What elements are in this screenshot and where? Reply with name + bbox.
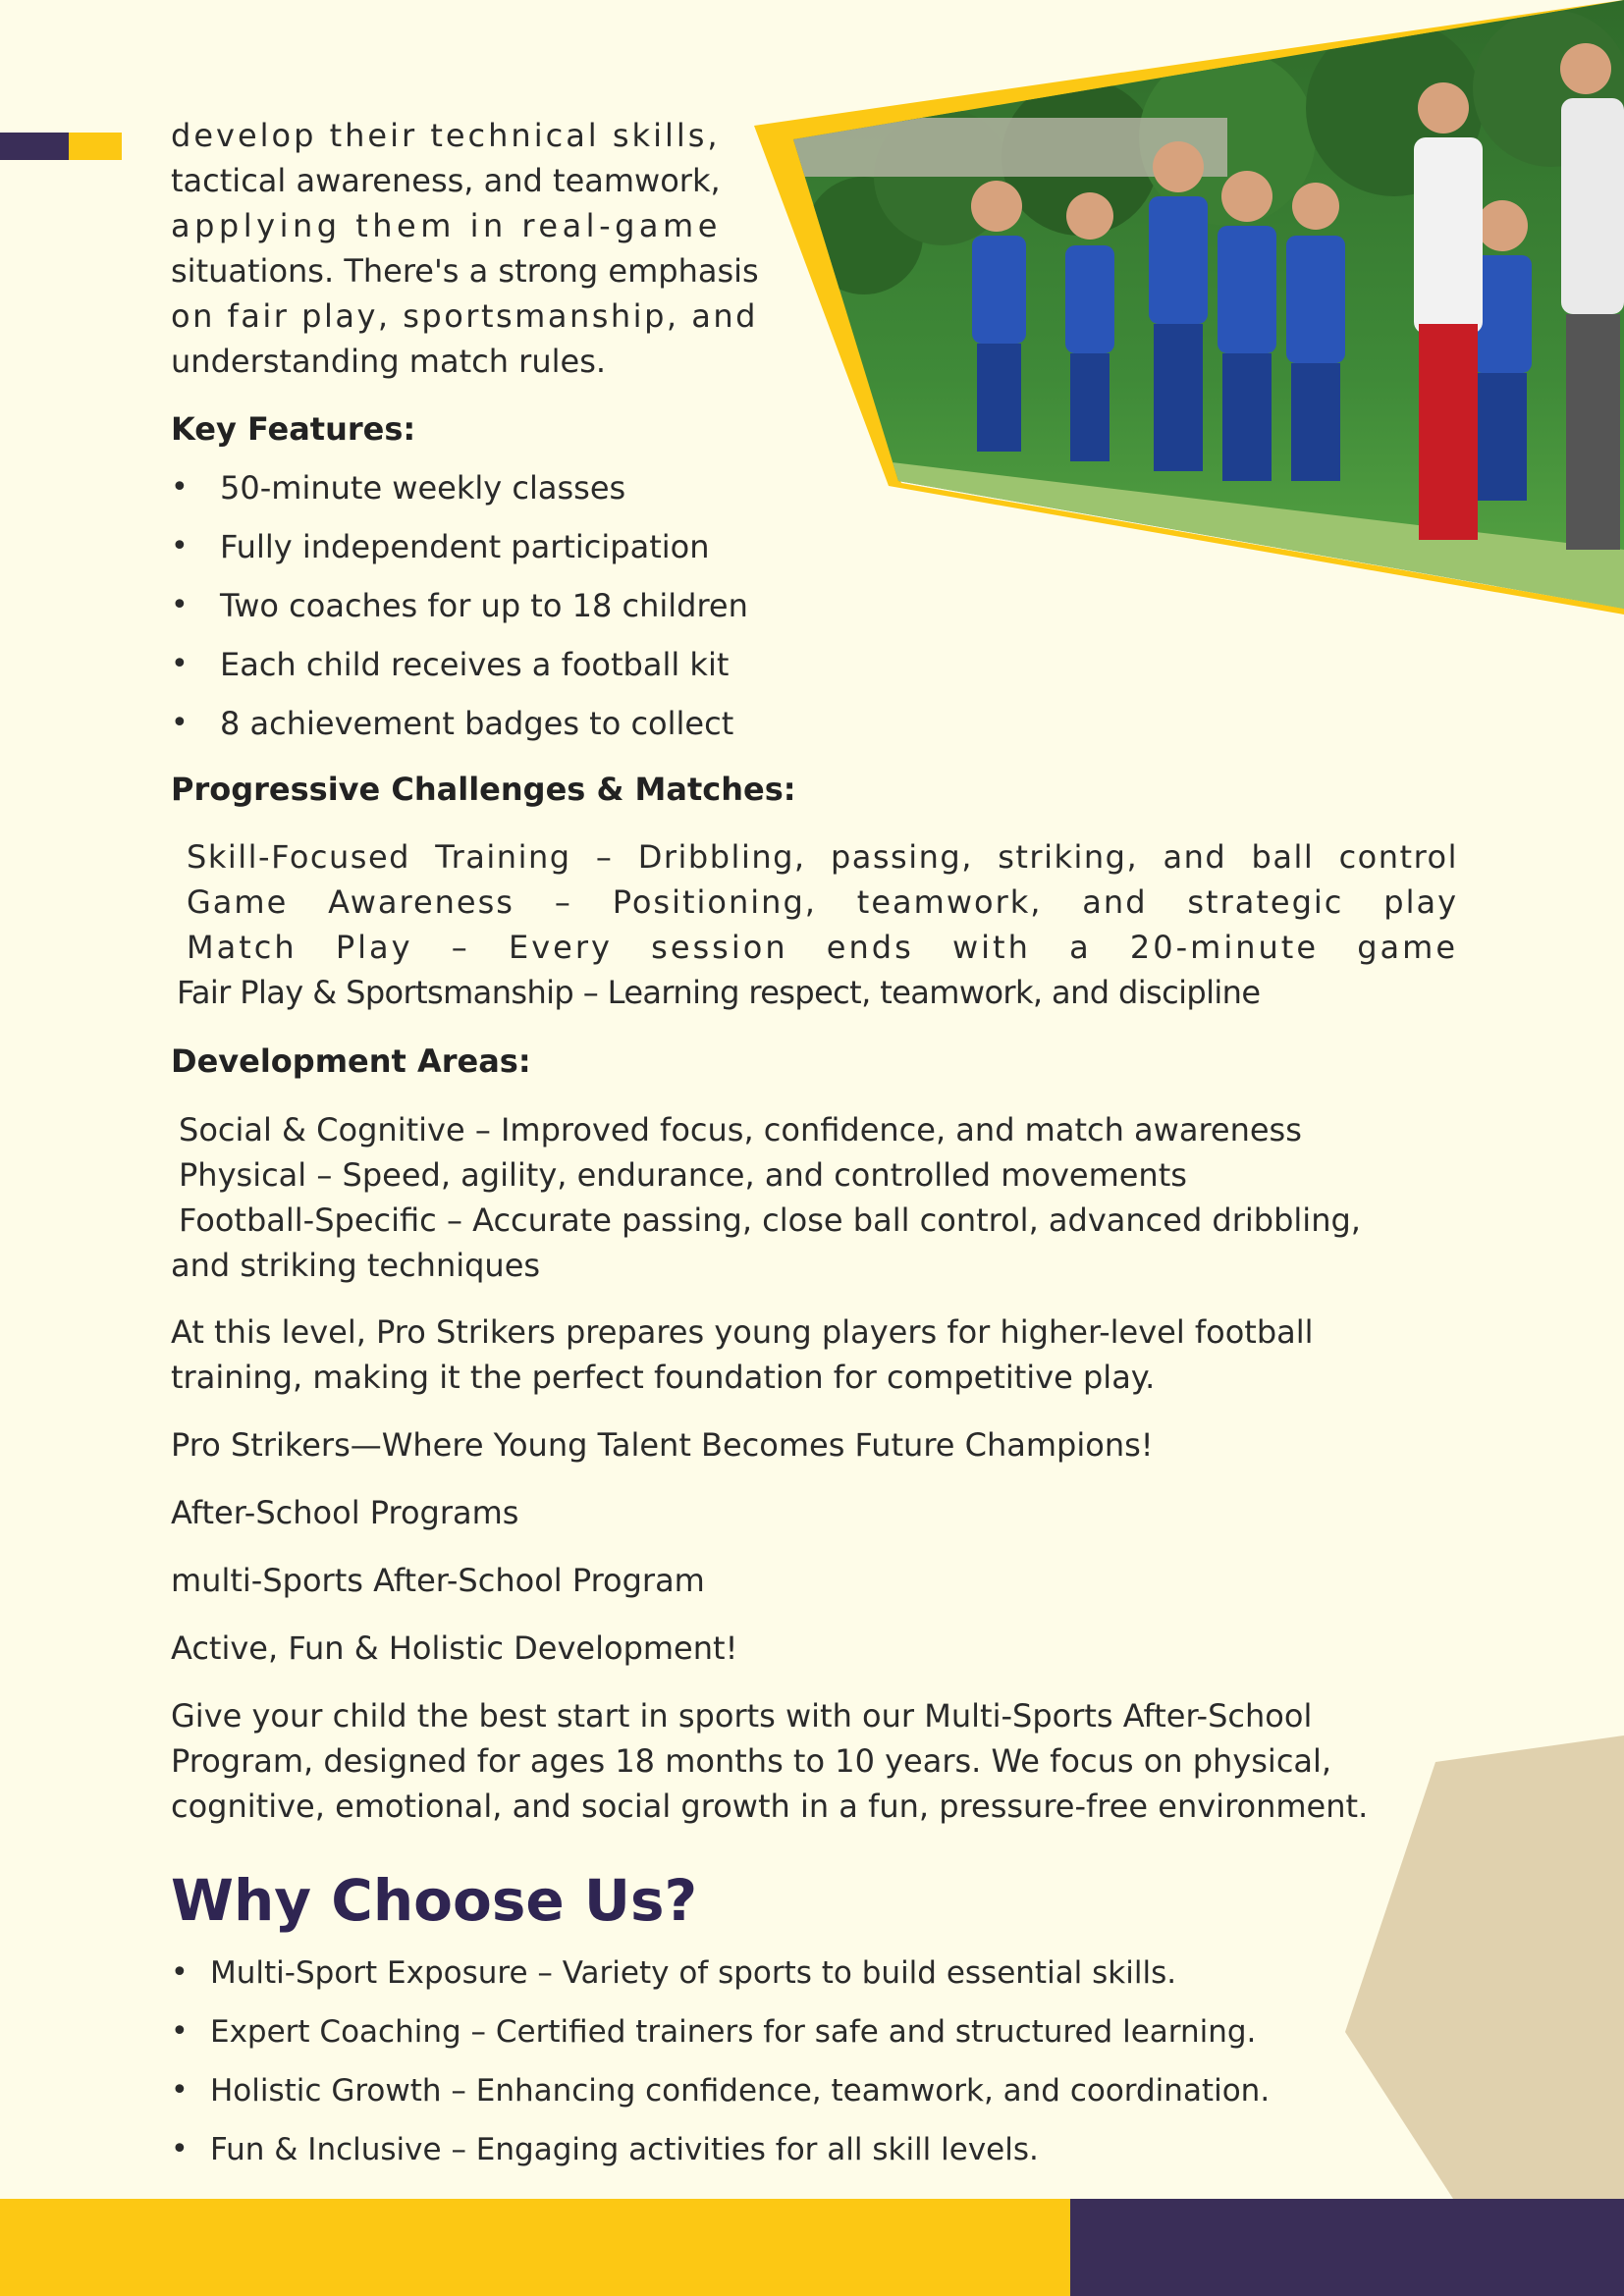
team-photo [785, 0, 1624, 628]
key-features-heading: Key Features: [171, 410, 416, 448]
development-line: Football-Specific – Accurate passing, close ball control, advanced dribbling, [179, 1201, 1361, 1239]
intro-line: applying them in real-game [171, 207, 722, 244]
development-block [171, 1107, 1361, 1288]
multi-sports-line: Give your child the best start in sports with our Multi-Sports After-School [171, 1697, 1313, 1735]
list-item: • Fun & Inclusive – Engaging activities for all skill levels. [171, 2120, 1270, 2179]
list-item: • Each child receives a football kit [171, 635, 748, 694]
why-choose-us-list [171, 1944, 1270, 2179]
development-line: and striking techniques [171, 1247, 541, 1284]
intro-line: develop their technical skills, [171, 117, 721, 154]
development-heading: Development Areas: [171, 1042, 531, 1080]
list-item: • Holistic Growth – Enhancing confidence, teamwork, and coordination. [171, 2061, 1270, 2120]
multi-sports-line: Program, designed for ages 18 months to 10 years. We focus on physical, [171, 1742, 1332, 1780]
footer-bar-yellow [0, 2199, 1070, 2296]
list-item: • 50-minute weekly classes [171, 458, 748, 517]
tagline: Pro Strikers—Where Young Talent Becomes Future Champions! [171, 1426, 1154, 1464]
list-item: • 8 achievement badges to collect [171, 694, 748, 753]
intro-paragraph [171, 113, 799, 384]
summary-line: At this level, Pro Strikers prepares young players for higher-level football [171, 1313, 1314, 1351]
footer-bar-navy [1070, 2199, 1624, 2296]
multi-sports-line: cognitive, emotional, and social growth in a fun, pressure-free environment. [171, 1788, 1369, 1825]
list-item: • Fully independent participation [171, 517, 748, 576]
challenges-block [177, 834, 1458, 1015]
challenge-line: Game Awareness – Positioning, teamwork, and strategic play [187, 883, 1458, 921]
challenges-heading: Progressive Challenges & Matches: [171, 771, 796, 808]
summary-line: training, making it the perfect foundation for competitive play. [171, 1359, 1156, 1396]
development-line: Physical – Speed, agility, endurance, and controlled movements [179, 1156, 1187, 1194]
intro-line: on fair play, sportsmanship, and [171, 297, 758, 335]
development-line: Social & Cognitive – Improved focus, confidence, and match awareness [179, 1111, 1302, 1148]
after-school-title: After-School Programs [171, 1494, 519, 1531]
why-choose-us-heading: Why Choose Us? [171, 1867, 698, 1934]
multi-sports-title: multi-Sports After-School Program [171, 1562, 705, 1599]
list-item: • Multi-Sport Exposure – Variety of sports to build essential skills. [171, 1944, 1270, 2002]
multi-sports-subtitle: Active, Fun & Holistic Development! [171, 1629, 738, 1667]
challenge-line: Match Play – Every session ends with a 20-minute game [187, 929, 1458, 966]
key-features-list [171, 458, 748, 753]
challenge-line: Fair Play & Sportsmanship – Learning respect, teamwork, and discipline [177, 974, 1261, 1011]
intro-line: situations. There's a strong emphasis [171, 252, 759, 290]
multi-sports-paragraph [171, 1693, 1368, 1829]
decorative-beige-shape [1345, 1735, 1624, 2199]
intro-line: understanding match rules. [171, 343, 607, 380]
intro-line: tactical awareness, and teamwork, [171, 162, 721, 199]
challenge-line: Skill-Focused Training – Dribbling, passing, striking, and ball control [187, 838, 1458, 876]
summary-paragraph [171, 1309, 1314, 1400]
list-item: • Two coaches for up to 18 children [171, 576, 748, 635]
list-item: • Expert Coaching – Certified trainers for safe and structured learning. [171, 2002, 1270, 2061]
